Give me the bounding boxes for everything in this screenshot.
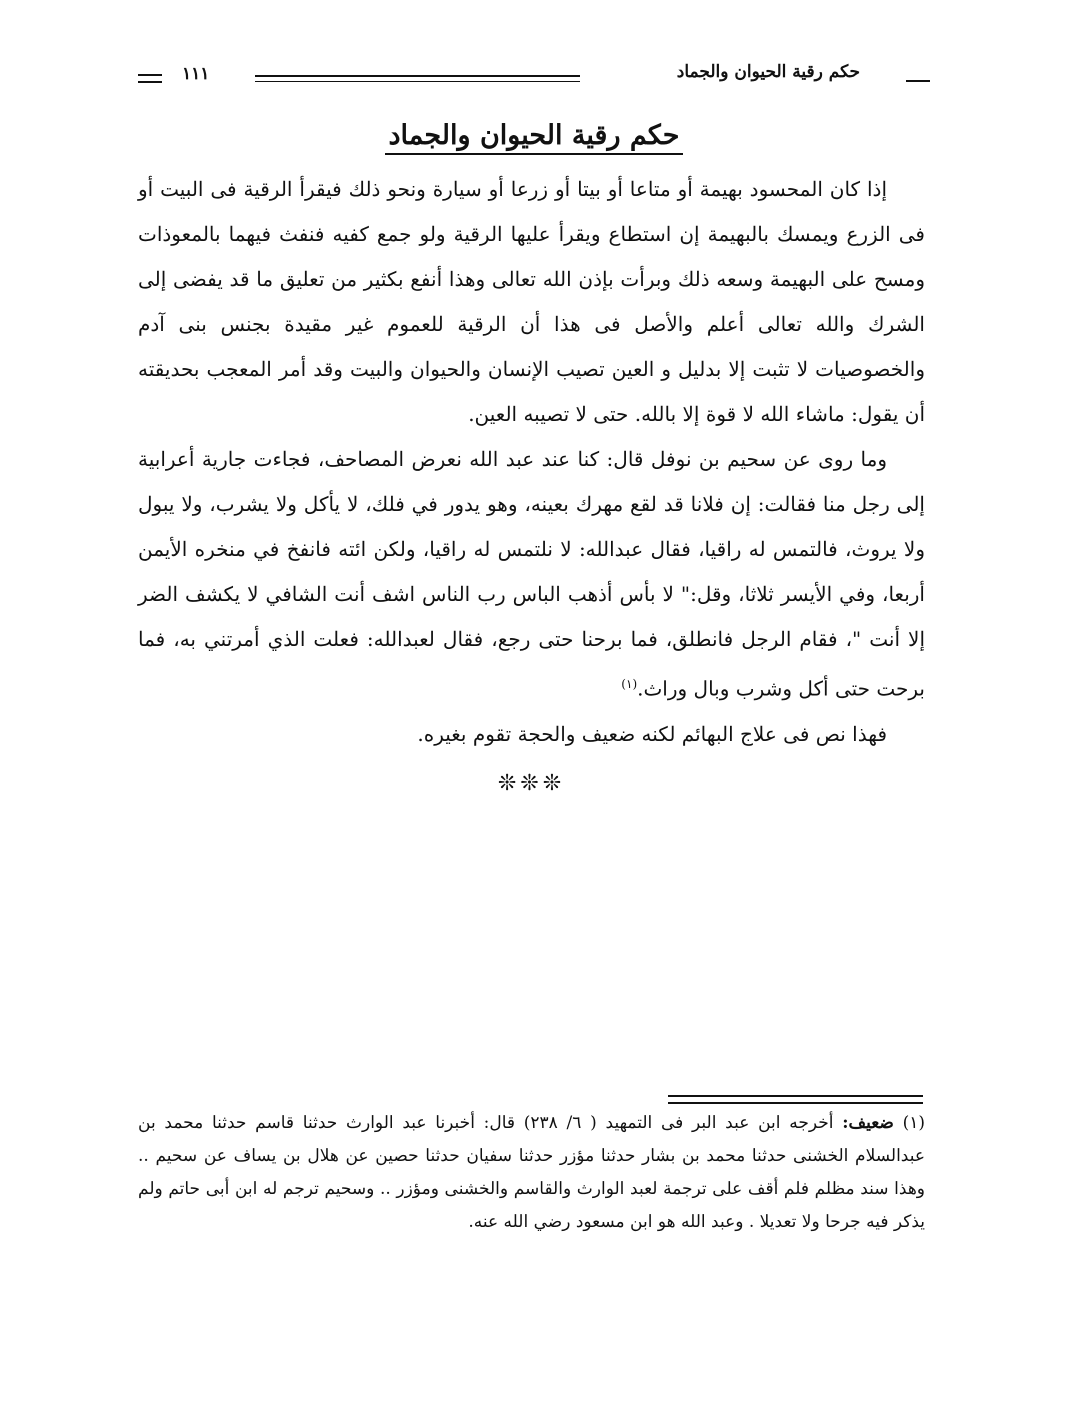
paragraph-2 — [138, 437, 925, 712]
footnote-number: (١) — [902, 1113, 926, 1133]
header-ornament-left — [138, 74, 162, 76]
section-title: حكم رقية الحيوان والجماد — [385, 120, 684, 155]
header-rule-thin — [255, 81, 580, 82]
paragraph-closing: فهذا نص فى علاج البهائم لكنه ضعيف والحجة تقوم بغيره. — [417, 721, 887, 746]
body-text — [138, 167, 925, 806]
paragraph-1: إذا كان المحسود بهيمة أو متاعا أو بيتا أو زرعا أو سيارة ونحو ذلك فيقرأ الرقية فى البيت أو فى الزرع ويمسك بالبهيمة إن استطاع ويقرأ عليها الرقية ولو جمع كفيه فنفث فيهما بالمعوذات ومسح على البهيمة وسعه ذلك وبرأت بإذن الله تعالى وهذا أنفع بكثير من تعليق ما قد يفضى إلى الشرك والله تعالى أعلم والأصل فى هذا أن الرقية للعموم غير مقيدة بجنس بنى آدم والخصوصيات لا تثبت إلا بدليل و العين تصيب الإنسان والحيوان والبيت وقد أمر المعجب بحديقته أن يقول: ماشاء الله لا قوة إلا بالله. حتى لا تصيبه العين. — [138, 177, 925, 426]
header-ornament-left-2 — [138, 81, 162, 83]
header-rule — [255, 75, 580, 77]
footnote-honorific: رضي الله عنه. — [468, 1212, 571, 1232]
section-title-wrap — [0, 120, 1068, 151]
footnote-rule — [668, 1095, 923, 1104]
running-header — [130, 58, 930, 98]
page-number: ١١١ — [182, 64, 210, 84]
paragraph-2-text: وما روى عن سحيم بن نوفل قال: كنا عند عبد الله نعرض المصاحف، فجاءت جارية أعرابية إلى رجل منا فقالت: إن فلانا قد لقع مهرك بعينه، وهو يدور في فلك، لا يأكل ولا يشرب، ولا يبول ولا يروث، فالتمس له راقيا، فقال عبدالله: لا نلتمس له راقيا، ولكن ائته فانفخ في منخره الأيمن أربعا، وفي الأيسر ثلاثا، وقل:" لا بأس أذهب الباس رب الناس اشف أنت الشافي لا يكشف الضر إلا أنت "، فقام الرجل فانطلق، فما برحنا حتى رجع، فقال لعبدالله: فعلت الذي أمرتني به، فما برحت حتى أكل وشرب وبال وراث. — [138, 447, 925, 701]
footnote — [138, 1107, 925, 1239]
section-separator: ❊❊❊ — [497, 770, 566, 796]
header-title: حكم رقية الحيوان والجماد — [676, 62, 860, 82]
footnote-text: أخرجه ابن عبد البر فى التمهيد ( ٦/ ٢٣٨) قال: أخبرنا عبد الوارث حدثنا قاسم حدثنا محمد بن عبدالسلام الخشنى حدثنا محمد بن بشار حدثنا مؤزر حدثنا سفيان حدثنا حصين عن هلال بن يساف عن سحيم .. وهذا سند مظلم فلم أقف على ترجمة لعبد الوارث والقاسم والخشنى ومؤزر .. وسحيم ترجم له ابن أبى حاتم ولم يذكر فيه جرحا ولا تعديلا . وعبد الله هو ابن مسعود — [138, 1113, 925, 1232]
footnote-label: ضعيف: — [842, 1113, 894, 1133]
footnote-ref: (١) — [621, 677, 638, 691]
header-ornament — [906, 80, 930, 82]
